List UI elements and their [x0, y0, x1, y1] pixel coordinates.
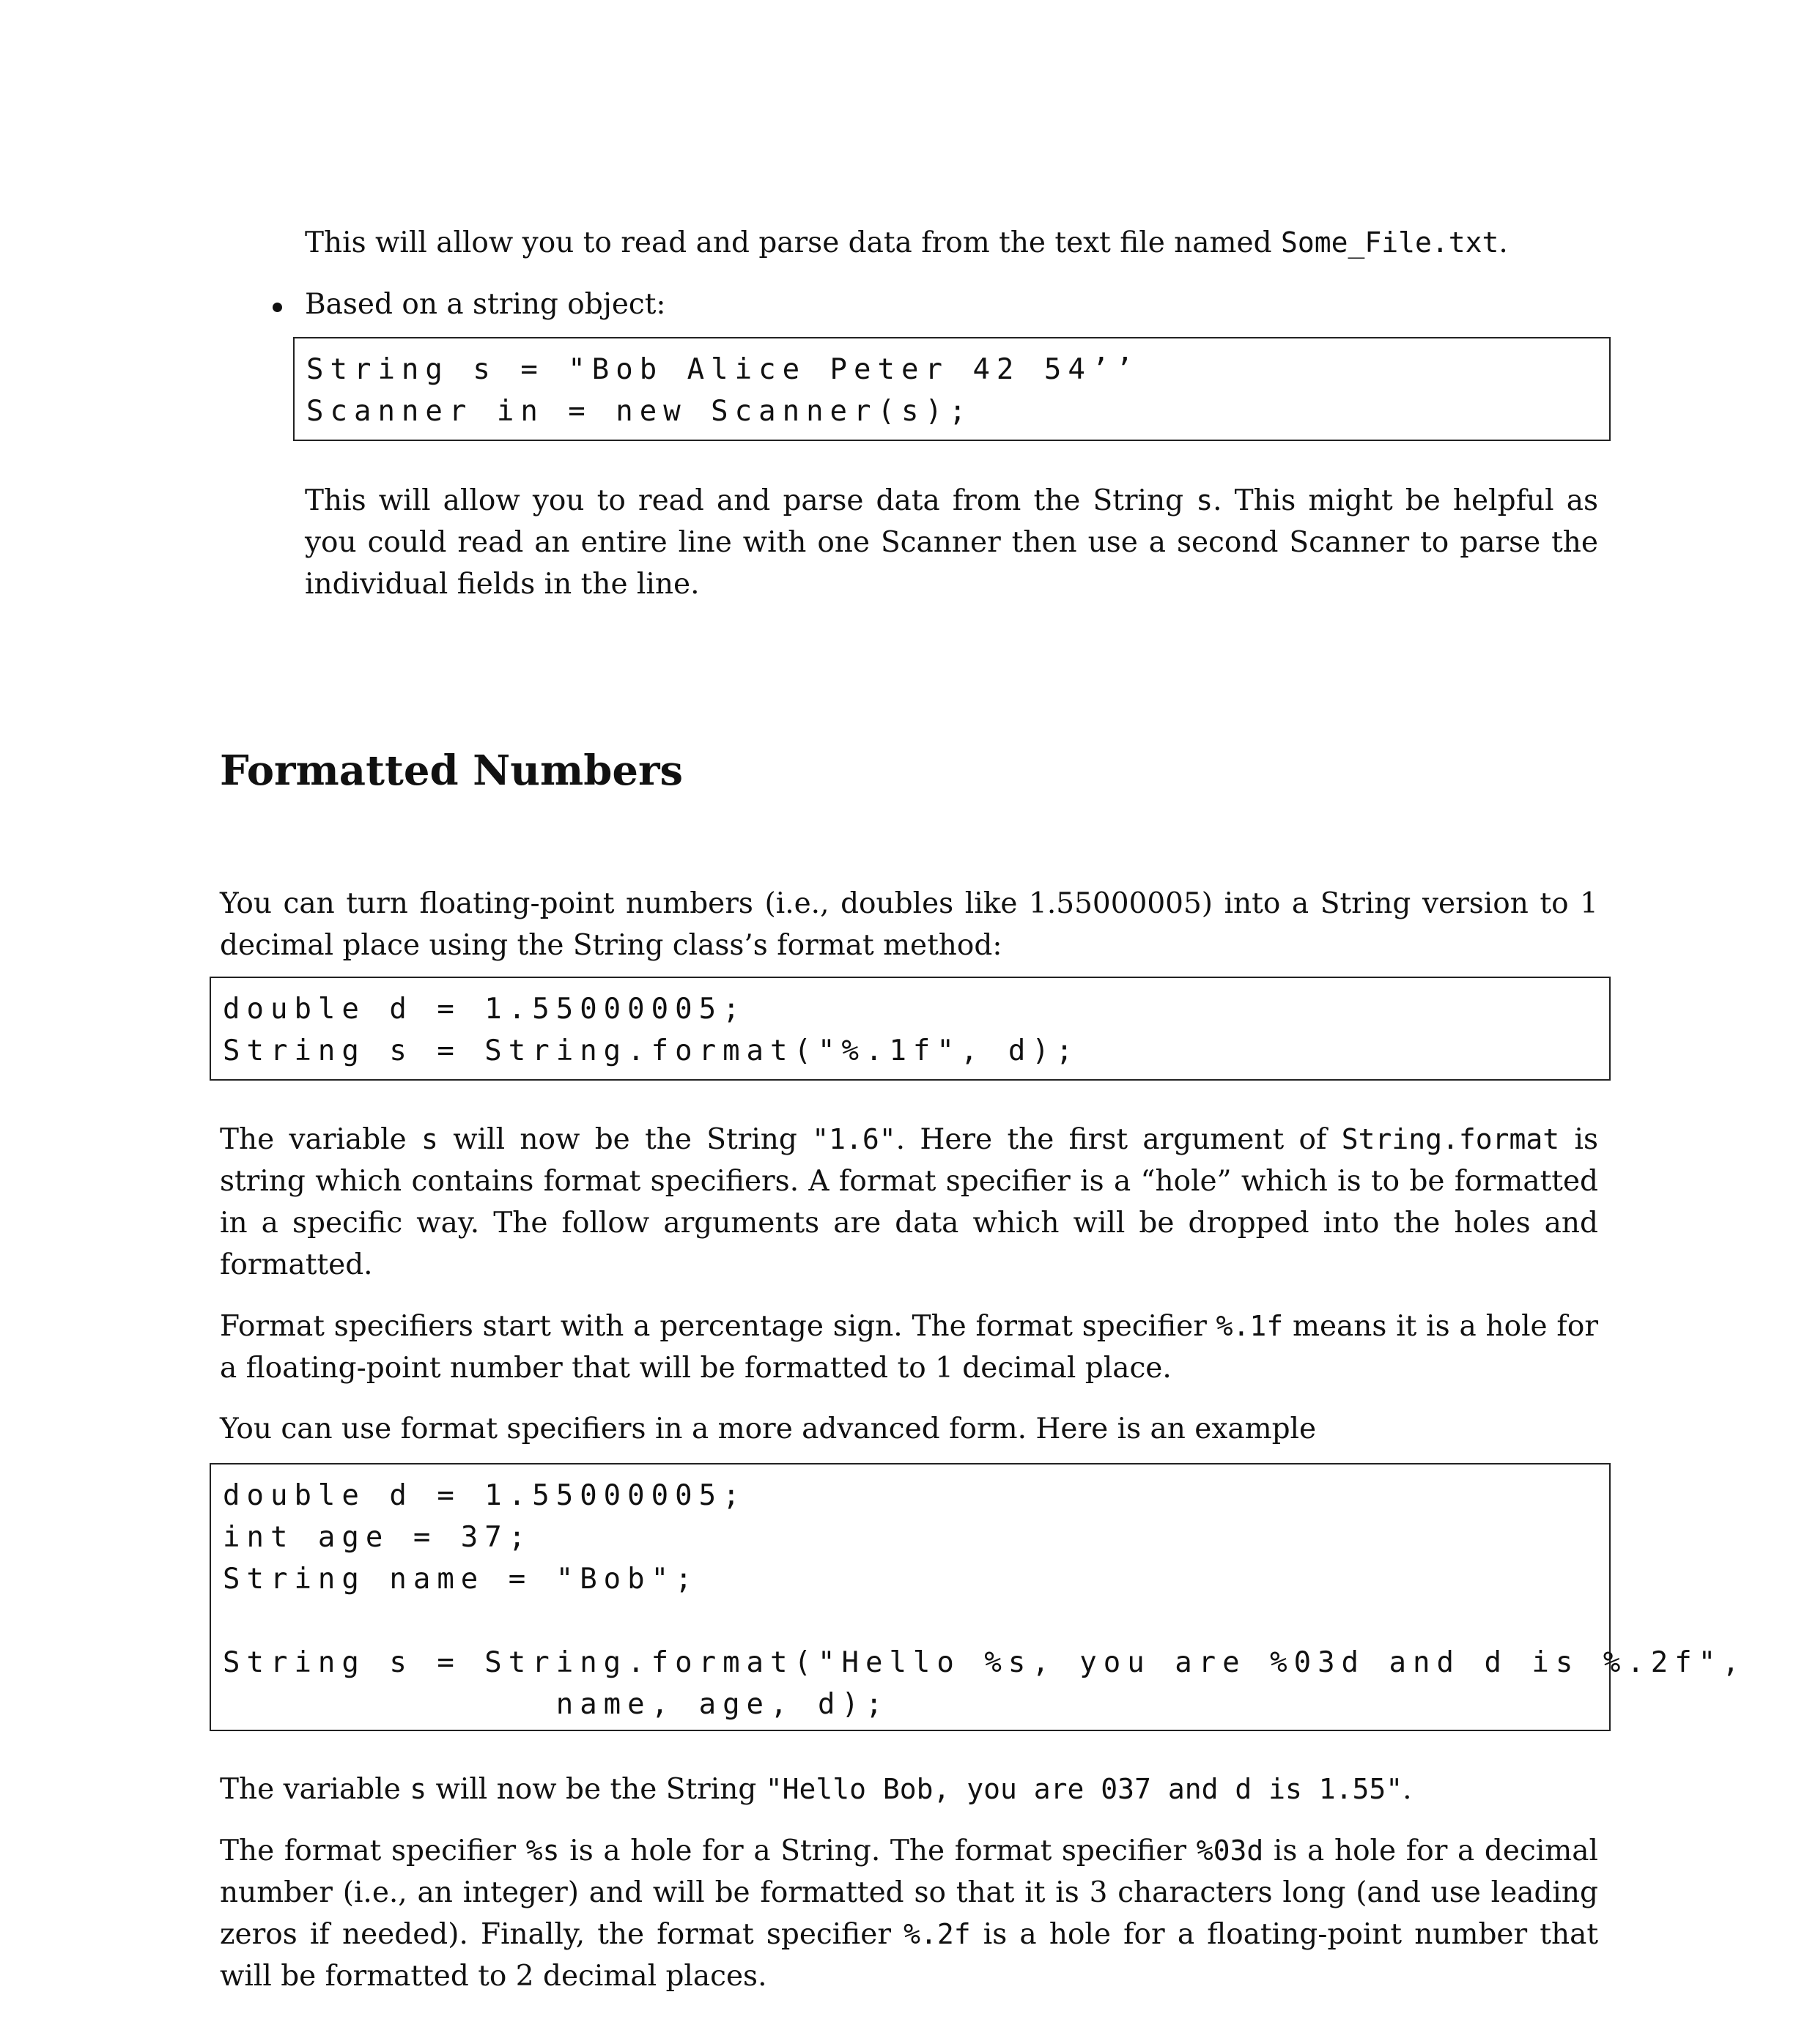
text-part: will now be the String [426, 1773, 766, 1806]
section-heading: Formatted Numbers [220, 747, 684, 795]
text-part: will now be the String [437, 1123, 813, 1156]
variable-name: s [421, 1123, 438, 1155]
file-read-text-start: This will allow you to read and parse data from the text file named [305, 226, 1281, 259]
text-part: . [1403, 1773, 1412, 1806]
code-block-format-basic [210, 977, 1611, 1081]
text-part: means it is a hole for a floating-point number that will be formatted to 1 decimal place. [220, 1310, 1598, 1385]
explanation-part: This will allow you to read and parse data from the String [305, 484, 1197, 517]
text-part: is a hole for a String. The format specifier [559, 1834, 1197, 1867]
method-name: String.format [1341, 1123, 1560, 1155]
text-part: The variable [220, 1773, 410, 1806]
bullet-text [305, 284, 1598, 325]
result-explanation [220, 1769, 1598, 1810]
text-part: is a hole for a decimal number (i.e., an integer) and will be formatted so that it is 3 characters long (and use leading zeros if needed). Finally, the format specifier [220, 1834, 1598, 1951]
string-scanner-explanation [305, 480, 1598, 605]
text-part: Format specifiers start with a percentage sign. The format specifier [220, 1310, 1216, 1343]
variable-name: s [1196, 484, 1213, 516]
bullet-icon [273, 303, 282, 312]
specifier-explanation [220, 1306, 1598, 1389]
code-line: String s = String.format("%.1f", d); [223, 1034, 1080, 1067]
code-line: double d = 1.55000005; [223, 1479, 747, 1512]
file-read-text-end: . [1499, 226, 1508, 259]
code-line: name, age, d); [223, 1688, 890, 1721]
code-line: String s = String.format("Hello %s, you are %03d and d is %.2f", [223, 1646, 1746, 1679]
explanation-part: . This might be helpful as you could read an entire line with one Scanner then use a second Scanner to parse the individual fields in the line. [305, 484, 1598, 601]
variable-name: s [410, 1773, 427, 1805]
code-line: String s = "Bob Alice Peter 42 54’’ [306, 353, 1139, 386]
code-block-scanner-string [293, 337, 1611, 441]
format-intro: You can turn floating-point numbers (i.e., doubles like 1.55000005) into a String version to 1 decimal place using the String class’s format method: [220, 887, 1598, 962]
format-specifier: %.2f [904, 1918, 971, 1950]
specifiers-detail [220, 1830, 1598, 1997]
code-line: double d = 1.55000005; [223, 993, 747, 1026]
string-value: "Hello Bob, you are 037 and d is 1.55" [765, 1773, 1403, 1805]
advanced-intro: You can use format specifiers in a more advanced form. Here is an example [220, 1412, 1317, 1445]
file-read-text [305, 222, 1598, 264]
code-block-format-advanced [210, 1463, 1746, 1731]
text-part: The format specifier [220, 1834, 526, 1867]
format-specifier: %03d [1196, 1834, 1264, 1867]
text-part: The variable [220, 1123, 422, 1156]
text-part: . Here the first argument of [895, 1123, 1342, 1156]
format-explanation [220, 1119, 1598, 1286]
code-line: Scanner in = new Scanner(s); [306, 395, 973, 428]
text-part: is string which contains format specifiers. A format specifier is a “hole” which is to be formatted in a specific way. The follow arguments are data which will be dropped into the holes and formatted. [220, 1123, 1598, 1281]
text-part: is a hole for a floating-point number that will be formatted to 2 decimal places. [220, 1918, 1598, 1993]
code-line: String name = "Bob"; [223, 1563, 699, 1596]
file-name: Some_File.txt [1280, 226, 1499, 259]
code-line: int age = 37; [223, 1521, 533, 1554]
format-specifier: %.1f [1216, 1310, 1284, 1342]
format-specifier: %s [525, 1834, 560, 1867]
string-value: "1.6" [812, 1123, 896, 1155]
bullet-label: Based on a string object: [305, 288, 666, 321]
